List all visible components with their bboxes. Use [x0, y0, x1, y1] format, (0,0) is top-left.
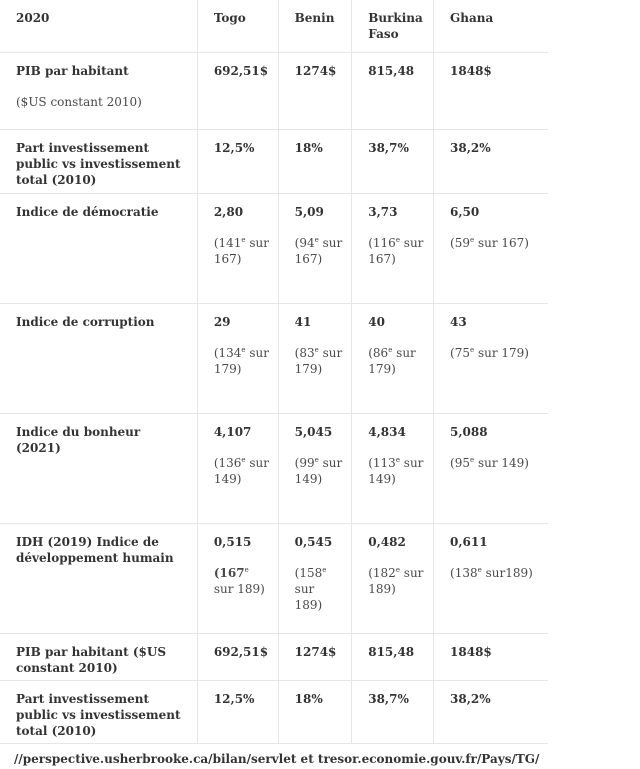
- rank-rest: sur 167): [474, 235, 529, 250]
- rank-text: [214, 345, 272, 377]
- rank-ordinal: e: [314, 345, 319, 354]
- rank-text: [295, 345, 346, 377]
- index-value: 3,73: [368, 204, 398, 219]
- source-footer: //perspective.usherbrooke.ca/bilan/servlet et tresor.economie.gouv.fr/Pays/TG/: [14, 752, 540, 766]
- row-label: IDH (2019) Indice de développement humain: [0, 523, 197, 633]
- value-cell: [434, 523, 548, 633]
- rank-text: [368, 345, 427, 377]
- rank-rest: sur 149): [368, 455, 424, 486]
- table-row: [0, 680, 548, 743]
- rank-text: [450, 565, 542, 581]
- rank-open: (167: [213, 565, 245, 580]
- rank-text: [214, 235, 272, 267]
- value-cell: 692,51$: [197, 52, 278, 129]
- index-value: 43: [450, 314, 467, 329]
- rank-ordinal: e: [395, 235, 400, 244]
- row-label: PIB par habitant ($US constant 2010): [0, 633, 197, 680]
- rank-ordinal: e: [469, 235, 475, 244]
- rank-open: (94: [294, 235, 315, 250]
- rank-ordinal: e: [241, 455, 246, 464]
- rank-open: (95: [450, 455, 470, 470]
- value-cell: [434, 303, 548, 413]
- value-cell: [197, 303, 278, 413]
- index-value: 4,834: [368, 424, 406, 439]
- rank-open: (86: [368, 345, 389, 360]
- rank-rest: sur 149): [294, 455, 343, 486]
- index-value: 2,80: [213, 204, 244, 219]
- rank-rest: sur 149): [474, 455, 529, 470]
- rank-rest: sur 179): [213, 345, 270, 376]
- value-cell: [197, 413, 278, 523]
- row-label-cell: [0, 52, 197, 129]
- rank-rest: sur 179): [368, 345, 416, 376]
- rank-rest: sur 189): [213, 581, 265, 596]
- rank-text: [214, 455, 272, 487]
- value-cell: 12,5%: [197, 680, 278, 743]
- value-cell: [278, 193, 352, 303]
- value-cell: [197, 193, 278, 303]
- value-cell: [352, 413, 434, 523]
- row-label: Part investissement public vs investissement total (2010): [0, 129, 197, 193]
- header-year: 2020: [0, 0, 197, 52]
- rank-text: [368, 455, 427, 487]
- value-cell: 1274$: [278, 633, 352, 680]
- rank-text: [214, 565, 272, 597]
- row-label: PIB par habitant: [16, 63, 129, 78]
- table-row: [0, 523, 548, 633]
- table-row: [0, 633, 548, 680]
- value-cell: 18%: [278, 680, 352, 743]
- rank-ordinal: e: [395, 565, 400, 574]
- index-value: 5,088: [450, 424, 488, 439]
- rank-rest: sur 189): [368, 565, 424, 596]
- rank-rest: sur189): [481, 565, 533, 580]
- value-cell: [352, 193, 434, 303]
- rank-open: (134: [213, 345, 242, 360]
- rank-ordinal: e: [469, 345, 475, 354]
- rank-open: (138: [450, 565, 478, 580]
- table-row: [0, 413, 548, 523]
- rank-ordinal: e: [241, 345, 246, 354]
- rank-open: (136: [213, 455, 242, 470]
- rank-text: [450, 345, 542, 361]
- value-cell: 38,2%: [434, 680, 548, 743]
- rank-ordinal: e: [322, 565, 327, 574]
- rank-ordinal: e: [388, 345, 393, 354]
- table-row: [0, 303, 548, 413]
- row-label: Indice du bonheur (2021): [0, 413, 197, 523]
- rank-rest: sur 167): [213, 235, 270, 266]
- value-cell: 12,5%: [197, 129, 278, 193]
- value-cell: [434, 413, 548, 523]
- value-cell: 692,51$: [197, 633, 278, 680]
- rank-open: (113: [368, 455, 396, 470]
- value-cell: 1848$: [434, 52, 548, 129]
- table-row: [0, 52, 548, 129]
- index-value: 4,107: [213, 424, 252, 439]
- rank-text: [450, 235, 542, 251]
- index-value: 5,09: [294, 204, 324, 219]
- rank-open: (141: [213, 235, 242, 250]
- value-cell: [352, 523, 434, 633]
- rank-text: [450, 455, 542, 471]
- rank-open: (99: [294, 455, 315, 470]
- value-cell: 18%: [278, 129, 352, 193]
- rank-text: [295, 235, 346, 267]
- row-label: Part investissement public vs investissement total (2010): [0, 680, 197, 743]
- index-value: 0,515: [213, 534, 252, 549]
- rank-ordinal: e: [314, 455, 319, 464]
- rank-text: [295, 455, 346, 487]
- rank-open: (158: [294, 565, 323, 580]
- header-country-benin: Benin: [278, 0, 352, 52]
- rank-rest: sur 179): [294, 345, 343, 376]
- rank-text: [368, 565, 427, 597]
- value-cell: [197, 523, 278, 633]
- value-cell: 1274$: [278, 52, 352, 129]
- rank-open: (116: [368, 235, 396, 250]
- rank-rest: sur 167): [368, 235, 424, 266]
- index-value: 40: [368, 314, 385, 329]
- index-value: 29: [213, 314, 231, 329]
- rank-ordinal: e: [244, 565, 249, 574]
- row-label: Indice de démocratie: [0, 193, 197, 303]
- row-label: Indice de corruption: [0, 303, 197, 413]
- value-cell: 815,48: [352, 633, 434, 680]
- index-value: 41: [294, 314, 312, 329]
- index-value: 5,045: [294, 424, 333, 439]
- rank-text: [368, 235, 427, 267]
- row-label-sub: ($US constant 2010): [16, 94, 142, 109]
- header-country-burkina: Burkina Faso: [352, 0, 434, 52]
- index-value: 0,611: [450, 534, 488, 549]
- rank-ordinal: e: [477, 565, 482, 574]
- table-row: [0, 193, 548, 303]
- rank-rest: sur 167): [294, 235, 343, 266]
- rank-open: (59: [450, 235, 470, 250]
- rank-ordinal: e: [395, 455, 400, 464]
- header-country-ghana: Ghana: [434, 0, 548, 52]
- value-cell: [434, 193, 548, 303]
- rank-open: (83: [294, 345, 315, 360]
- value-cell: 38,7%: [352, 129, 434, 193]
- rank-ordinal: e: [314, 235, 319, 244]
- value-cell: 815,48: [352, 52, 434, 129]
- value-cell: [278, 303, 352, 413]
- value-cell: [278, 413, 352, 523]
- rank-open: (75: [450, 345, 470, 360]
- rank-ordinal: e: [241, 235, 246, 244]
- value-cell: [278, 523, 352, 633]
- header-country-togo: Togo: [197, 0, 278, 52]
- rank-rest: sur 149): [213, 455, 270, 486]
- value-cell: 38,2%: [434, 129, 548, 193]
- value-cell: 1848$: [434, 633, 548, 680]
- index-value: 6,50: [450, 204, 480, 219]
- table-row: [0, 129, 548, 193]
- rank-text: [295, 565, 346, 613]
- value-cell: [352, 303, 434, 413]
- index-value: 0,545: [294, 534, 333, 549]
- rank-ordinal: e: [469, 455, 475, 464]
- rank-rest: sur 179): [474, 345, 529, 360]
- rank-open: (182: [368, 565, 396, 580]
- table-header-row: [0, 0, 548, 52]
- rank-rest: sur 189): [294, 581, 323, 612]
- index-value: 0,482: [368, 534, 406, 549]
- value-cell: 38,7%: [352, 680, 434, 743]
